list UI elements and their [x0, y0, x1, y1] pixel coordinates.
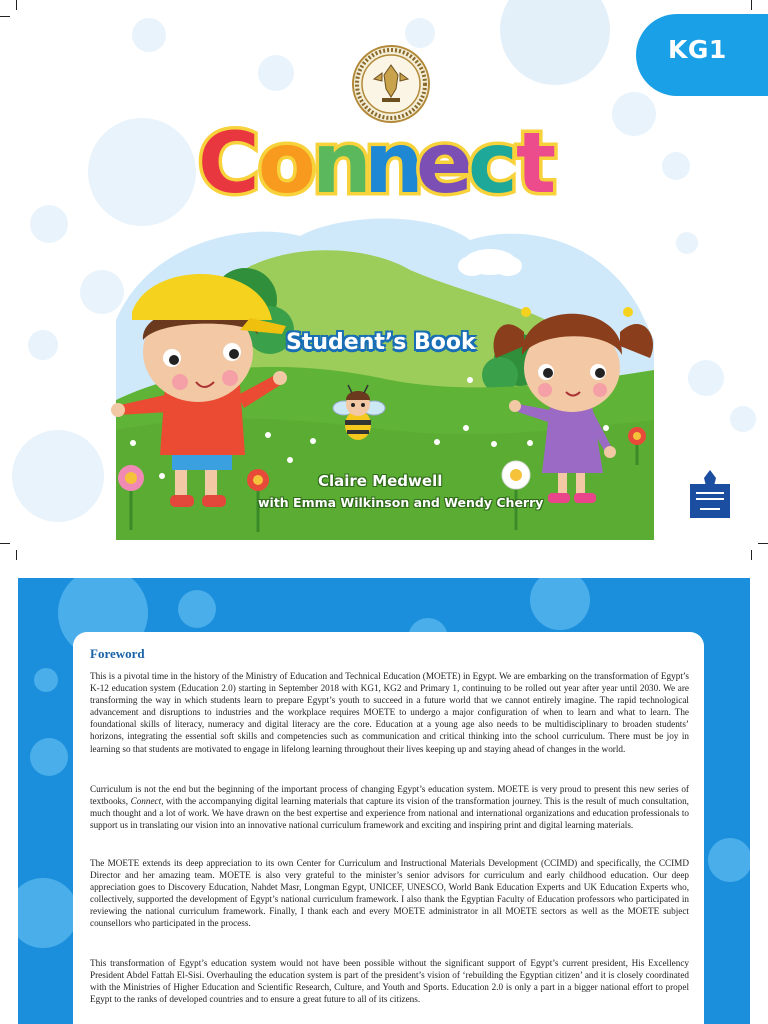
bg-bubble [708, 838, 750, 882]
bg-bubble [18, 878, 78, 948]
level-tab-label: KG1 [668, 35, 727, 64]
title-letter: n [312, 114, 372, 212]
foreword-title: Foreword [90, 646, 145, 661]
book-subtitle: Student’s Book [286, 330, 476, 355]
foreword-paragraph: Curriculum is not the end but the beginning of the important process of changing Egypt’s education system. MOETE is very proud to present this new series of textbooks, Connect, with the accompanying digital learning materials that capture its vision of the transformation journey. This is the result of much consultation, much thought and a lot of work. We have drawn on the best expertise and experience from national and international organizations and education professionals to support us in translating our vision into an innovative national curriculum framework and exciting and inspiring print and digital learning materials. [90, 784, 689, 831]
publisher-logo-icon [690, 470, 730, 518]
bg-bubble [30, 738, 68, 776]
title-letter: c [468, 114, 518, 212]
title-letter: n [364, 114, 424, 212]
title-letter: e [416, 114, 473, 212]
foreword-paragraph: This transformation of Egypt’s education system would not have been possible without the significant support of Egypt’s current president, His Excellency President Abdel Fattah El-Sisi. Overhauling the education system is part of the president’s vision of ‘rebuilding the Egyptian citizen’ and it is closely coordinated with the Ministries of Higher Education and Scientific Research, Culture, and Youth and Sports. Education 2.0 is only a part in a bigger national effort to propel Egypt to the ranks of developed countries and to ensure a great future to all of its citizens. [90, 958, 689, 1005]
foreword-paragraph: The MOETE extends its deep appreciation to its own Center for Curriculum and Instructional Materials Development (CCIMD) and specifically, the CCIMD Director and her amazing team. MOETE is also very grateful to the minister’s senior advisors for curriculum and early childhood education. Our deep appreciation goes to Discovery Education, Nahdet Masr, Longman Egypt, UNICEF, UNESCO, World Bank Education Experts and UK Education Experts who, collectively, supported the development of Egypt’s national curriculum framework. I also thank the Egyptian Faculty of Education professors who participated in reviewing the national curriculum framework. Finally, I thank each and every MOETE administrator in all MOETE sectors as well as the MOETE subject counsellors who participated in the process. [90, 858, 689, 929]
foreword-paragraph: This is a pivotal time in the history of the Ministry of Education and Technical Education (MOETE) in Egypt. We are embarking on the transformation of Egypt’s K-12 education system (Education 2.0) starting in September 2018 with KG1, KG2 and Primary 1, continuing to be rolled out year after year until 2030. We are transforming the way in which students learn to prepare Egypt’s youth to succeed in a future world that we cannot entirely imagine. The rapid technological advancement and disruptions to industries and the workplace requires MOETE to undergo a major configuration of when to learn and what to learn. The foundational skills of literacy, numeracy and digital literacy are the core. Education at a young age also needs to be multidisciplinary to broaden students’ horizons, integrating the essential soft skills and competencies such as communication and critical thinking into the school curriculum. There must be joy in learning so that students are motivated to engage in lifelong learning throughout their lives keeping up and staying ahead of changes in the world. [90, 671, 689, 754]
title-letter: C [198, 114, 260, 212]
title-letter: t [516, 114, 557, 212]
contributors: with Emma Wilkinson and Wendy Cherry [258, 495, 544, 510]
title-letter: o [258, 114, 316, 212]
bg-bubble [178, 590, 216, 628]
bg-bubble [34, 668, 58, 692]
author-name: Claire Medwell [318, 472, 443, 490]
bg-bubble [530, 578, 590, 630]
series-title: Connect [130, 796, 162, 807]
